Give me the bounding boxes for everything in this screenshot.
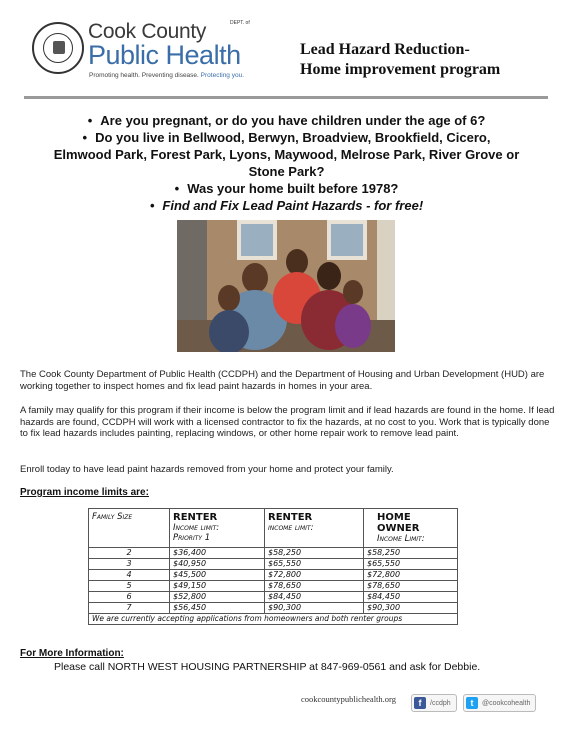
- table-note: We are currently accepting applications from homeowners and both renter groups: [89, 614, 458, 625]
- county-seal-logo: [32, 22, 84, 74]
- table-cell: 3: [89, 559, 170, 570]
- table-header-row: [89, 509, 458, 548]
- bullet-pregnant: • Are you pregnant, or do you have children under the age of 6?: [87, 113, 486, 128]
- brand-name-main: Public Health: [88, 40, 241, 70]
- table-cell: $56,450: [170, 603, 265, 614]
- facebook-handle: /ccdph: [430, 699, 451, 707]
- table-row: [89, 603, 458, 614]
- header-family-size: Family Size: [89, 509, 170, 548]
- table-cell: $40,950: [170, 559, 265, 570]
- header-home-owner: HOME OWNER Income Limit:: [364, 509, 458, 548]
- income-limits-heading: Program income limits are:: [20, 487, 149, 498]
- facebook-badge[interactable]: [411, 694, 457, 712]
- table-cell: $58,250: [364, 548, 458, 559]
- income-limits-table: [88, 508, 458, 625]
- table-cell: $90,300: [265, 603, 364, 614]
- table-row: [89, 592, 458, 603]
- table-cell: $84,450: [364, 592, 458, 603]
- table-cell: $65,550: [265, 559, 364, 570]
- brand-name-top: Cook County: [88, 20, 207, 43]
- table-cell: $78,650: [265, 581, 364, 592]
- facebook-icon: f: [414, 697, 426, 709]
- table-row: [89, 570, 458, 581]
- table-cell: $58,250: [265, 548, 364, 559]
- family-photo: [177, 220, 395, 352]
- eligibility-paragraph: A family may qualify for this program if their income is below the program limit and if lead hazards are found in the home. If lead hazards are found, CCDPH will work with a licensed contractor to fix the hazards, at no cost to you. Work that is typically done to fix lead hazards includes painting, replacing windows, or other home repair work to remove lead paint.: [20, 405, 555, 439]
- intro-paragraph: The Cook County Department of Public Health (CCDPH) and the Department of Housing and Urban Development (HUD) are working together to inspect homes and fix lead paint hazards in homes in your area.: [20, 369, 545, 392]
- table-note-row: [89, 614, 458, 625]
- table-cell: 7: [89, 603, 170, 614]
- enroll-paragraph: Enroll today to have lead paint hazards removed from your home and protect your family.: [20, 464, 394, 475]
- header-renter: RENTER income limit:: [265, 509, 364, 548]
- bullet-free: • Find and Fix Lead Paint Hazards - for free!: [149, 198, 424, 213]
- table-cell: $36,400: [170, 548, 265, 559]
- table-cell: $49,150: [170, 581, 265, 592]
- table-row: [89, 581, 458, 592]
- table-cell: $84,450: [265, 592, 364, 603]
- twitter-handle: @cookcohealth: [482, 699, 531, 707]
- table-cell: 6: [89, 592, 170, 603]
- table-cell: $72,800: [265, 570, 364, 581]
- bullet-location-end: Stone Park?: [248, 164, 325, 179]
- table-cell: $90,300: [364, 603, 458, 614]
- more-info-heading: For More Information:: [20, 648, 124, 659]
- table-cell: $65,550: [364, 559, 458, 570]
- bullet-location: • Do you live in Bellwood, Berwyn, Broadview, Brookfield, Cicero,: [82, 130, 491, 145]
- table-cell: 5: [89, 581, 170, 592]
- table-row: [89, 548, 458, 559]
- bullet-location-cont: Elmwood Park, Forest Park, Lyons, Maywood, Melrose Park, River Grove or: [53, 147, 520, 162]
- brand-dept-label: DEPT. of: [230, 20, 250, 26]
- bullet-home-age: • Was your home built before 1978?: [174, 181, 399, 196]
- table-cell: $52,800: [170, 592, 265, 603]
- table-cell: $72,800: [364, 570, 458, 581]
- website-link[interactable]: cookcountypublichealth.org: [301, 694, 396, 704]
- more-info-text: Please call NORTH WEST HOUSING PARTNERSHIP at 847-969-0561 and ask for Debbie.: [54, 661, 481, 673]
- table-row: [89, 559, 458, 570]
- twitter-icon: t: [466, 697, 478, 709]
- brand-tagline: Promoting health. Preventing disease. Protecting you.: [89, 72, 245, 79]
- twitter-badge[interactable]: [463, 694, 536, 712]
- header-divider: [24, 96, 548, 99]
- header-renter-priority: RENTER Income limit: Priority 1: [170, 509, 265, 548]
- table-cell: 4: [89, 570, 170, 581]
- table-cell: 2: [89, 548, 170, 559]
- table-cell: $78,650: [364, 581, 458, 592]
- table-cell: $45,500: [170, 570, 265, 581]
- program-title: Lead Hazard Reduction- Home improvement program: [300, 41, 501, 78]
